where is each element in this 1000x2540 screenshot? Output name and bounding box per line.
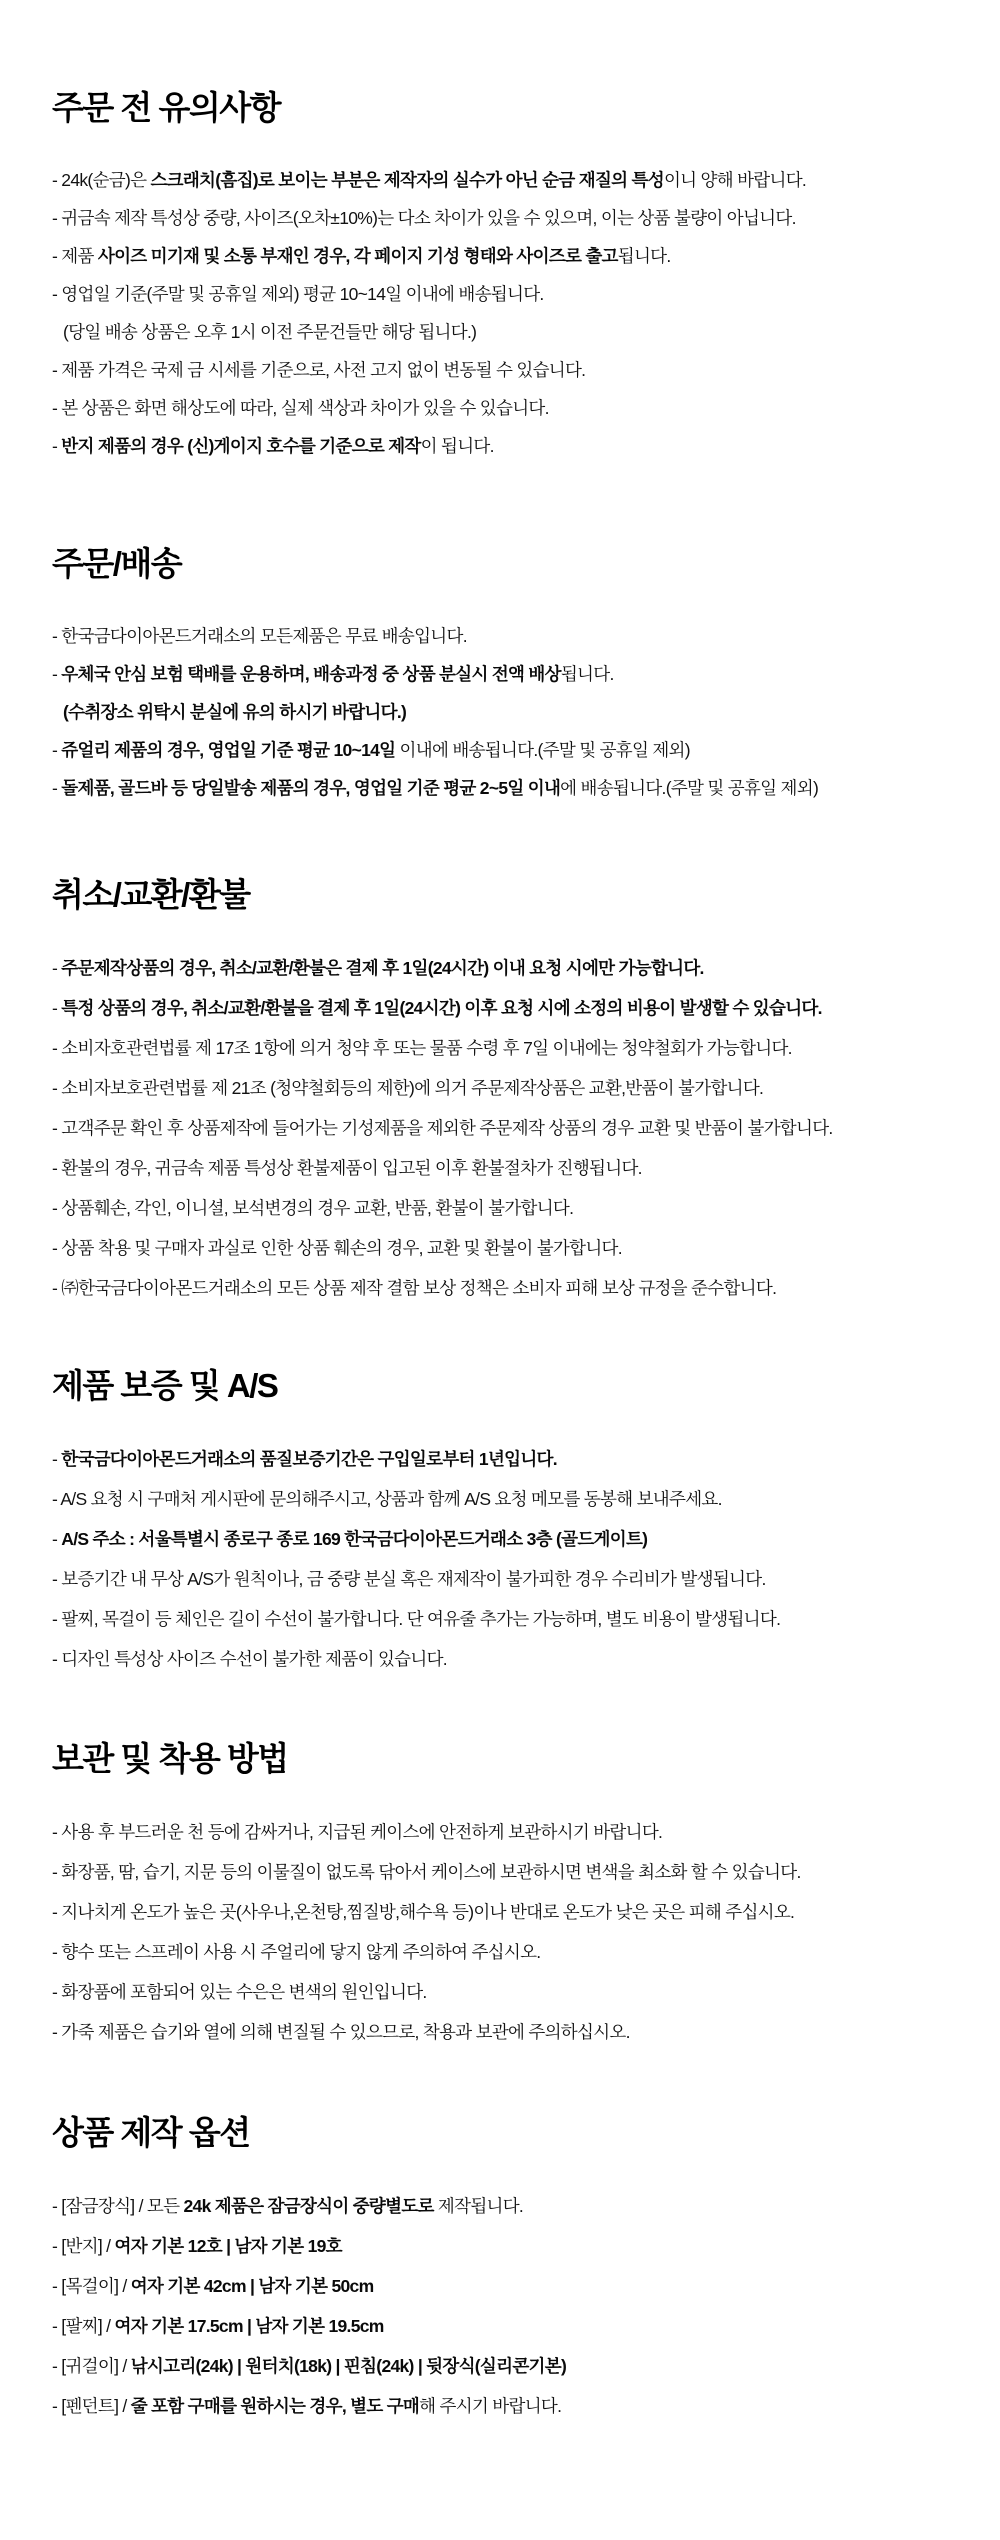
notice-text: -: [52, 436, 62, 456]
notice-text: - [귀걸이] /: [52, 2356, 131, 2376]
section-cancel-exchange-refund: [52, 875, 980, 1308]
notice-text: 에 배송됩니다.(주말 및 공휴일 제외): [560, 778, 819, 798]
section-title-pre-order-notice: 주문 전 유의사항: [52, 89, 280, 126]
notice-line: [52, 769, 980, 807]
notice-line: [52, 1639, 980, 1679]
notice-text-bold: 24k 제품은 잠금장식이 중량별도로: [183, 2196, 434, 2216]
notice-line: [52, 948, 980, 988]
notice-text-bold: 한국금다이아몬드거래소의 품질보증기간은 구입일로부터 1년입니다.: [61, 1449, 557, 1469]
notice-text: -: [52, 958, 62, 978]
notice-line: [52, 2226, 980, 2266]
notice-text: - 한국금다이아몬드거래소의 모든제품은 무료 배송입니다.: [52, 626, 467, 646]
notice-line: [52, 1228, 980, 1268]
notice-text: 이 됩니다.: [420, 436, 494, 456]
notice-line: [52, 1559, 980, 1599]
notice-line: [52, 1439, 980, 1479]
notice-text: 이내에 배송됩니다.(주말 및 공휴일 제외): [395, 740, 690, 760]
notice-line: [52, 1892, 980, 1932]
notice-text: - 제품: [52, 246, 98, 266]
notice-line: [52, 237, 980, 275]
notice-line: [52, 1108, 980, 1148]
notice-text: 됩니다.: [617, 246, 671, 266]
notice-line: [52, 655, 980, 693]
notice-text: - 상품훼손, 각인, 이니셜, 보석변경의 경우 교환, 반품, 환불이 불가합니다.: [52, 1198, 574, 1218]
section-title-warranty-as: 제품 보증 및 A/S: [52, 1367, 278, 1404]
notice-line: [52, 1932, 980, 1972]
section-title-product-options: 상품 제작 옵션: [52, 2114, 250, 2151]
notice-text: -: [52, 998, 62, 1018]
notice-text: - 사용 후 부드러운 천 등에 감싸거나, 지급된 케이스에 안전하게 보관하시기 바랍니다.: [52, 1822, 663, 1842]
notice-text: - 소비자호관련법률 제 17조 1항에 의거 청약 후 또는 물품 수령 후 7일 이내에는 청약철회가 가능합니다.: [52, 1038, 792, 1058]
notice-line: [52, 1148, 980, 1188]
notice-text: - A/S 요청 시 구매처 게시판에 문의해주시고, 상품과 함께 A/S 요청 메모를 동봉해 보내주세요.: [52, 1489, 722, 1509]
notice-line: [52, 1068, 980, 1108]
notice-text-bold: 사이즈 미기재 및 소통 부재인 경우, 각 페이지 기성 형태와 사이즈로 출고: [97, 246, 618, 266]
notice-text: (당일 배송 상품은 오후 1시 이전 주문건들만 해당 됩니다.): [63, 322, 477, 342]
notice-line: [52, 275, 980, 313]
section-title-cancel-exchange-refund: 취소/교환/환불: [52, 876, 250, 913]
notice-text-bold: 반지 제품의 경우 (신)게이지 호수를 기준으로 제작: [61, 436, 421, 456]
notice-text: - [반지] /: [52, 2236, 115, 2256]
notice-line: [52, 988, 980, 1028]
notice-text-bold: 우체국 안심 보험 택배를 운용하며, 배송과정 중 상품 분실시 전액 배상: [61, 664, 561, 684]
notice-text-bold: 스크래치(흠집)로 보이는 부분은 제작자의 실수가 아닌 순금 재질의 특성: [150, 170, 664, 190]
notice-text: -: [52, 1529, 62, 1549]
notice-text: - [펜던트] /: [52, 2396, 131, 2416]
notice-text-bold: 주문제작상품의 경우, 취소/교환/환불은 결제 후 1일(24시간) 이내 요청 시에만 가능합니다.: [61, 958, 704, 978]
notice-text: - 디자인 특성상 사이즈 수선이 불가한 제품이 있습니다.: [52, 1649, 447, 1669]
notice-text: - 고객주문 확인 후 상품제작에 들어가는 기성제품을 제외한 주문제작 상품의 경우 교환 및 반품이 불가합니다.: [52, 1118, 833, 1138]
notice-text: - 제품 가격은 국제 금 시세를 기준으로, 사전 고지 없이 변동될 수 있습니다.: [52, 360, 586, 380]
notice-line: [52, 161, 980, 199]
notice-text-bold: 여자 기본 42cm | 남자 기본 50cm: [130, 2276, 374, 2296]
notice-text: - 영업일 기준(주말 및 공휴일 제외) 평균 10~14일 이내에 배송됩니다.: [52, 284, 544, 304]
notice-line: [52, 1972, 980, 2012]
notice-line: [52, 1188, 980, 1228]
section-storage-wear: [52, 1739, 980, 2052]
notice-text: - 보증기간 내 무상 A/S가 원칙이나, 금 중량 분실 혹은 재제작이 불가피한 경우 수리비가 발생됩니다.: [52, 1569, 766, 1589]
notice-text-bold: 여자 기본 12호 | 남자 기본 19호: [114, 2236, 342, 2256]
section-title-order-shipping: 주문/배송: [52, 545, 182, 582]
notice-text: - 소비자보호관련법률 제 21조 (청약철회등의 제한)에 의거 주문제작상품은 교환,반품이 불가합니다.: [52, 1078, 764, 1098]
notice-line: [52, 1812, 980, 1852]
notice-line: [52, 2306, 980, 2346]
notice-line: [52, 693, 980, 731]
notice-line: [52, 1519, 980, 1559]
section-lines: [52, 948, 980, 1308]
notice-text: - 24k(순금)은: [52, 170, 151, 190]
notice-text: - 향수 또는 스프레이 사용 시 주얼리에 닿지 않게 주의하여 주십시오.: [52, 1942, 541, 1962]
section-order-shipping: [52, 544, 980, 807]
section-warranty-as: [52, 1366, 980, 1679]
notice-line: [52, 731, 980, 769]
notice-text: - [잠금장식] / 모든: [52, 2196, 184, 2216]
notice-text-bold: 돌제품, 골드바 등 당일발송 제품의 경우, 영업일 기준 평균 2~5일 이내: [61, 778, 561, 798]
notice-text: - 가죽 제품은 습기와 열에 의해 변질될 수 있으므로, 착용과 보관에 주의하십시오.: [52, 2022, 630, 2042]
notice-text: -: [52, 778, 62, 798]
notice-line: [52, 1028, 980, 1068]
notice-line: [52, 2266, 980, 2306]
notice-line: [52, 2386, 980, 2426]
notice-text-bold: 줄 포함 구매를 원하시는 경우, 별도 구매: [130, 2396, 420, 2416]
notice-text: 됩니다.: [560, 664, 614, 684]
notice-line: [52, 1479, 980, 1519]
notice-line: [52, 1852, 980, 1892]
notice-text: - 화장품에 포함되어 있는 수은은 변색의 원인입니다.: [52, 1982, 427, 2002]
notice-line: [52, 2346, 980, 2386]
notice-line: [52, 1268, 980, 1308]
notice-line: [52, 2186, 980, 2226]
notice-text: -: [52, 1449, 62, 1469]
section-lines: [52, 1812, 980, 2052]
notice-line: [52, 617, 980, 655]
notice-line: [52, 389, 980, 427]
section-title-storage-wear: 보관 및 착용 방법: [52, 1740, 288, 1777]
notice-text-bold: 쥬얼리 제품의 경우, 영업일 기준 평균 10~14일: [61, 740, 396, 760]
notice-text: 이니 양해 바랍니다.: [663, 170, 807, 190]
section-lines: [52, 2186, 980, 2426]
notice-text-bold: 낚시고리(24k) | 원터치(18k) | 핀침(24k) | 뒷장식(실리콘기본): [130, 2356, 567, 2376]
notice-text-bold: (수취장소 위탁시 분실에 유의 하시기 바랍니다.): [63, 702, 407, 722]
notice-text: - [팔찌] /: [52, 2316, 115, 2336]
section-lines: [52, 161, 980, 465]
notice-text: - 환불의 경우, 귀금속 제품 특성상 환불제품이 입고된 이후 환불절차가 진행됩니다.: [52, 1158, 642, 1178]
notice-sections: [52, 88, 980, 2426]
section-lines: [52, 1439, 980, 1679]
notice-text: -: [52, 740, 62, 760]
notice-text-bold: A/S 주소 : 서울특별시 종로구 종로 169 한국금다이아몬드거래소 3층 (골드게이트): [61, 1529, 648, 1549]
notice-text: - 팔찌, 목걸이 등 체인은 길이 수선이 불가합니다. 단 여유줄 추가는 가능하며, 별도 비용이 발생됩니다.: [52, 1609, 781, 1629]
notice-line: [52, 313, 980, 351]
notice-line: [52, 1599, 980, 1639]
notice-text: - [목걸이] /: [52, 2276, 131, 2296]
notice-line: [52, 351, 980, 389]
notice-text: - 상품 착용 및 구매자 과실로 인한 상품 훼손의 경우, 교환 및 환불이 불가합니다.: [52, 1238, 622, 1258]
notice-text: 제작됩니다.: [433, 2196, 524, 2216]
notice-text: 해 주시기 바랍니다.: [419, 2396, 562, 2416]
notice-text: -: [52, 664, 62, 684]
section-pre-order-notice: [52, 88, 980, 465]
notice-line: [52, 2012, 980, 2052]
section-lines: [52, 617, 980, 807]
notice-text: - ㈜한국금다이아몬드거래소의 모든 상품 제작 결함 보상 정책은 소비자 피해 보상 규정을 준수합니다.: [52, 1278, 777, 1298]
notice-line: [52, 199, 980, 237]
notice-text: - 본 상품은 화면 해상도에 따라, 실제 색상과 차이가 있을 수 있습니다.: [52, 398, 549, 418]
notice-line: [52, 427, 980, 465]
notice-text: - 귀금속 제작 특성상 중량, 사이즈(오차±10%)는 다소 차이가 있을 수 있으며, 이는 상품 불량이 아닙니다.: [52, 208, 796, 228]
notice-text: - 지나치게 온도가 높은 곳(사우나,온천탕,찜질방,해수욕 등)이나 반대로 온도가 낮은 곳은 피해 주십시오.: [52, 1902, 795, 1922]
notice-text-bold: 특정 상품의 경우, 취소/교환/환불을 결제 후 1일(24시간) 이후 요청 시에 소정의 비용이 발생할 수 있습니다.: [61, 998, 822, 1018]
section-product-options: [52, 2113, 980, 2426]
notice-text-bold: 여자 기본 17.5cm | 남자 기본 19.5cm: [114, 2316, 384, 2336]
notice-text: - 화장품, 땀, 습기, 지문 등의 이물질이 없도록 닦아서 케이스에 보관하시면 변색을 최소화 할 수 있습니다.: [52, 1862, 801, 1882]
